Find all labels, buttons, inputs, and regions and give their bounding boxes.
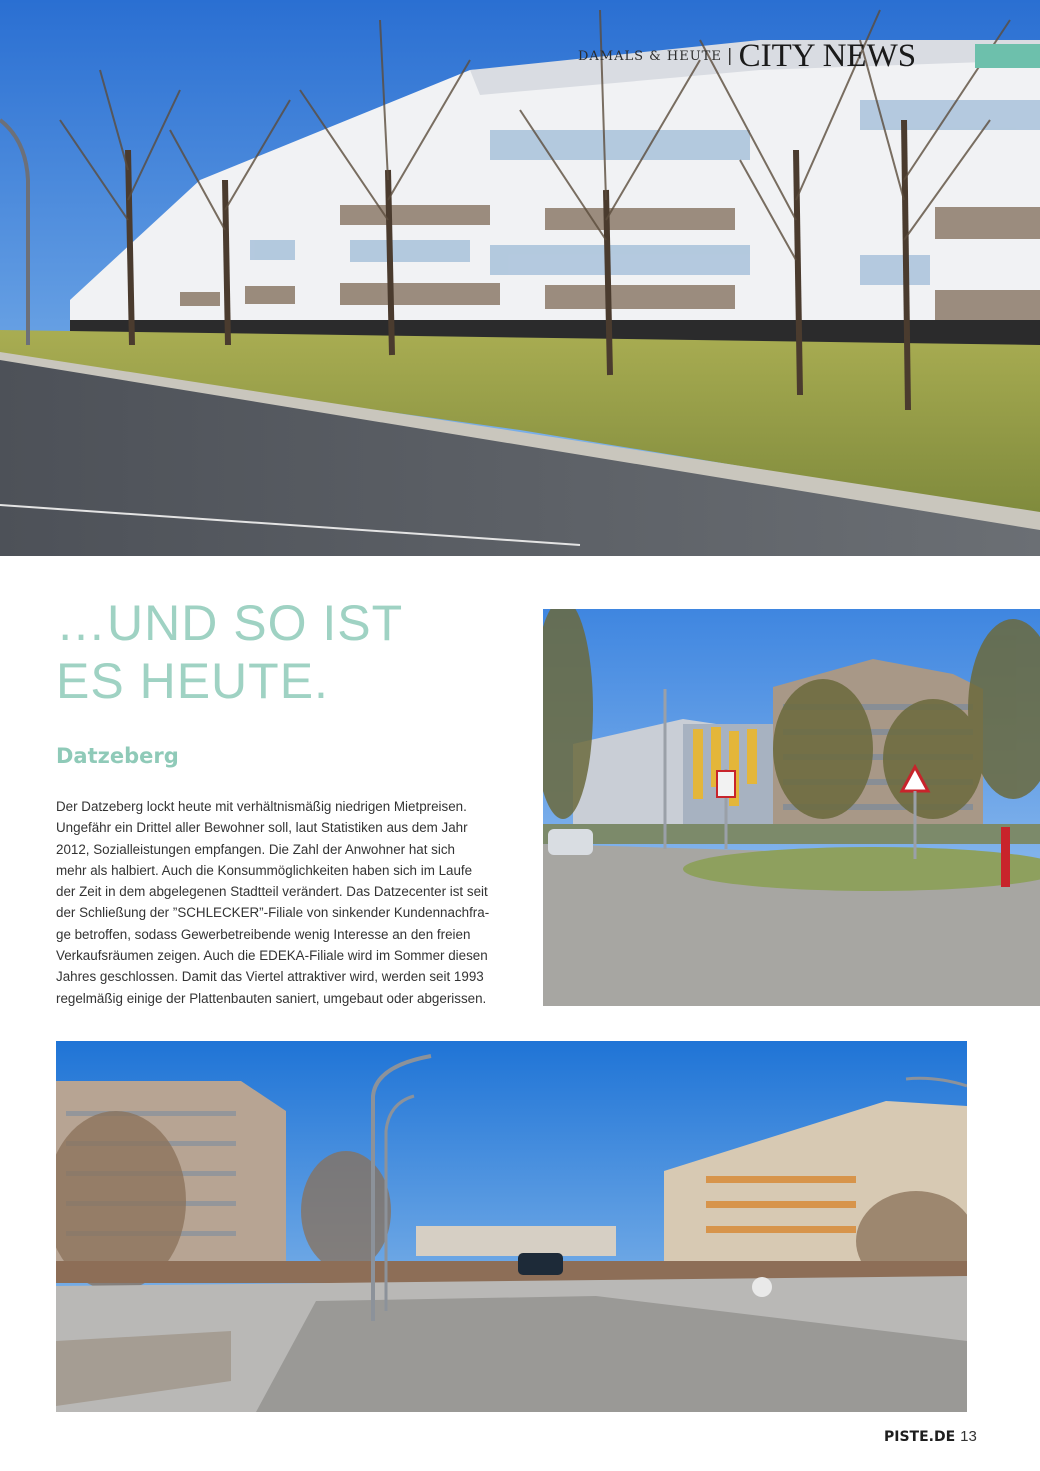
body-line: Verkaufsräumen zeigen. Auch die EDEKA-Filiale wird im Sommer diesen xyxy=(56,948,488,964)
article-subhead: Datzeberg xyxy=(56,744,179,768)
photo-intersection-datzecenter xyxy=(543,609,1040,1006)
page-footer xyxy=(884,1428,977,1445)
article-body xyxy=(56,796,502,1009)
headline-line-2: ES HEUTE. xyxy=(56,653,329,709)
headline-line-1: …UND SO IST xyxy=(56,595,404,651)
article-headline xyxy=(56,594,516,710)
page-number: 13 xyxy=(960,1428,977,1445)
body-line: mehr als halbiert. Auch die Konsummöglichkeiten haben sich im Laufe xyxy=(56,862,473,878)
section-separator: | xyxy=(726,46,733,66)
section-header xyxy=(578,37,917,74)
body-line: der Zeit in dem abgelegenen Stadtteil verändert. Das Datzecenter ist seit xyxy=(56,884,488,900)
body-line: Ungefähr ein Drittel aller Bewohner soll, laut Statistiken aus dem Jahr xyxy=(56,820,468,836)
body-line: Jahres geschlossen. Damit das Viertel attraktiver wird, werden seit 1993 xyxy=(56,969,484,985)
body-line: regelmäßig einige der Plattenbauten saniert, umgebaut oder abgerissen. xyxy=(56,990,487,1006)
footer-brand: PISTE.DE xyxy=(884,1429,956,1445)
section-title: CITY NEWS xyxy=(738,37,917,74)
hero-photo-street-apartment-blocks xyxy=(0,0,1040,556)
section-accent-tab xyxy=(975,44,1040,68)
section-kicker: DAMALS & HEUTE xyxy=(578,48,722,64)
body-line: Der Datzeberg lockt heute mit verhältnismäßig niedrigen Mietpreisen. xyxy=(56,799,467,814)
body-line: ge betroffen, sodass Gewerbetreibende wenig Interesse an den freien xyxy=(56,926,471,942)
photo-panoramic-street-view xyxy=(56,1041,967,1412)
body-line: der Schließung der ”SCHLECKER”-Filiale von sinkender Kundennachfra- xyxy=(56,905,490,921)
body-line: 2012, Sozialleistungen empfangen. Die Zahl der Anwohner hat sich xyxy=(56,841,455,857)
